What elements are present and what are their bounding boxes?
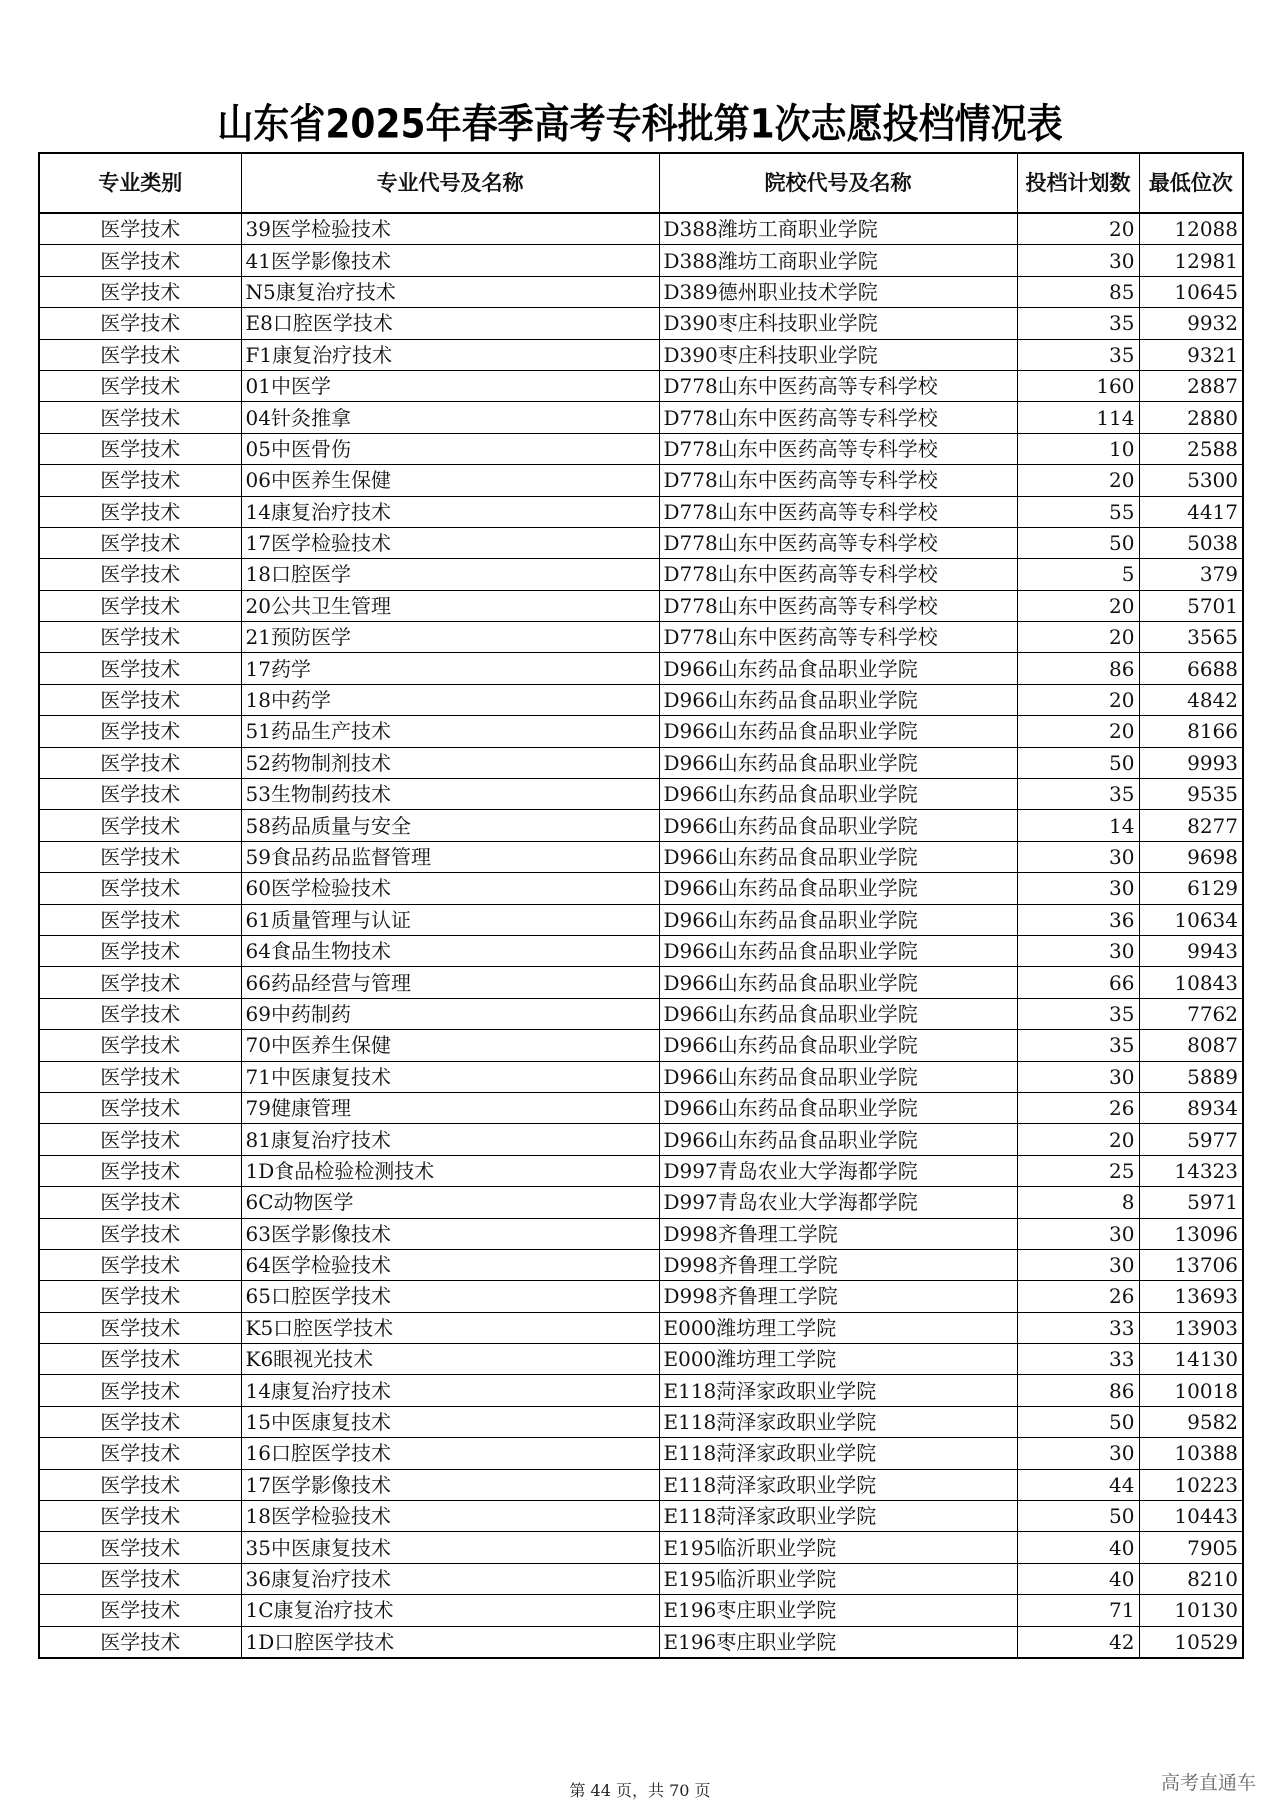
cell-min-rank: 10645 — [1139, 276, 1243, 307]
cell-major: 18医学检验技术 — [241, 1501, 659, 1532]
cell-school: E118菏泽家政职业学院 — [659, 1438, 1017, 1469]
cell-min-rank: 10443 — [1139, 1501, 1243, 1532]
cell-major: 36康复治疗技术 — [241, 1563, 659, 1594]
cell-major: 21预防医学 — [241, 622, 659, 653]
cell-major: 06中医养生保健 — [241, 465, 659, 496]
cell-plan: 30 — [1017, 873, 1139, 904]
cell-school: D388潍坊工商职业学院 — [659, 245, 1017, 276]
table-row — [39, 1124, 1243, 1155]
cell-category: 医学技术 — [39, 1438, 241, 1469]
cell-school: D778山东中医药高等专科学校 — [659, 559, 1017, 590]
cell-school: D389德州职业技术学院 — [659, 276, 1017, 307]
cell-min-rank: 12981 — [1139, 245, 1243, 276]
cell-plan: 26 — [1017, 1092, 1139, 1123]
cell-category: 医学技术 — [39, 779, 241, 810]
cell-category: 医学技术 — [39, 810, 241, 841]
cell-category: 医学技术 — [39, 276, 241, 307]
cell-school: D966山东药品食品职业学院 — [659, 747, 1017, 778]
cell-major: N5康复治疗技术 — [241, 276, 659, 307]
cell-category: 医学技术 — [39, 1061, 241, 1092]
cell-plan: 20 — [1017, 622, 1139, 653]
table-row — [39, 590, 1243, 621]
cell-min-rank: 9698 — [1139, 841, 1243, 872]
cell-school: D966山东药品食品职业学院 — [659, 810, 1017, 841]
cell-category: 医学技术 — [39, 1563, 241, 1594]
table-header-row — [39, 153, 1243, 213]
cell-major: 05中医骨伤 — [241, 433, 659, 464]
header-school: 院校代号及名称 — [659, 153, 1017, 213]
cell-school: D778山东中医药高等专科学校 — [659, 465, 1017, 496]
cell-plan: 14 — [1017, 810, 1139, 841]
cell-min-rank: 10388 — [1139, 1438, 1243, 1469]
cell-category: 医学技术 — [39, 590, 241, 621]
cell-min-rank: 13693 — [1139, 1281, 1243, 1312]
cell-category: 医学技术 — [39, 1092, 241, 1123]
cell-category: 医学技术 — [39, 1469, 241, 1500]
cell-school: D966山东药品食品职业学院 — [659, 873, 1017, 904]
table-row — [39, 1438, 1243, 1469]
cell-plan: 160 — [1017, 370, 1139, 401]
cell-min-rank: 9582 — [1139, 1406, 1243, 1437]
cell-major: E8口腔医学技术 — [241, 308, 659, 339]
cell-major: 17医学检验技术 — [241, 527, 659, 558]
page-title: 山东省2025年春季高考专科批第1次志愿投档情况表 — [217, 101, 1063, 148]
cell-school: E118菏泽家政职业学院 — [659, 1375, 1017, 1406]
cell-plan: 35 — [1017, 308, 1139, 339]
cell-min-rank: 10018 — [1139, 1375, 1243, 1406]
cell-school: D778山东中医药高等专科学校 — [659, 496, 1017, 527]
cell-category: 医学技术 — [39, 1187, 241, 1218]
cell-plan: 30 — [1017, 935, 1139, 966]
cell-category: 医学技术 — [39, 1501, 241, 1532]
cell-category: 医学技术 — [39, 1375, 241, 1406]
cell-category: 医学技术 — [39, 1030, 241, 1061]
table-row — [39, 1595, 1243, 1626]
cell-school: E118菏泽家政职业学院 — [659, 1501, 1017, 1532]
cell-major: 58药品质量与安全 — [241, 810, 659, 841]
table-row — [39, 1469, 1243, 1500]
cell-category: 医学技术 — [39, 527, 241, 558]
cell-plan: 33 — [1017, 1344, 1139, 1375]
cell-min-rank: 13706 — [1139, 1249, 1243, 1280]
table-row — [39, 276, 1243, 307]
table-row — [39, 1155, 1243, 1186]
cell-school: D966山东药品食品职业学院 — [659, 684, 1017, 715]
cell-plan: 20 — [1017, 684, 1139, 715]
cell-major: 17药学 — [241, 653, 659, 684]
cell-category: 医学技术 — [39, 339, 241, 370]
cell-school: D966山东药品食品职业学院 — [659, 1124, 1017, 1155]
cell-major: 18中药学 — [241, 684, 659, 715]
table-row — [39, 904, 1243, 935]
cell-category: 医学技术 — [39, 245, 241, 276]
table-row — [39, 402, 1243, 433]
cell-category: 医学技术 — [39, 308, 241, 339]
table-row — [39, 1312, 1243, 1343]
cell-category: 医学技术 — [39, 998, 241, 1029]
table-row — [39, 622, 1243, 653]
table-row — [39, 559, 1243, 590]
cell-major: 1D口腔医学技术 — [241, 1626, 659, 1658]
cell-major: 04针灸推拿 — [241, 402, 659, 433]
cell-plan: 40 — [1017, 1532, 1139, 1563]
cell-major: 14康复治疗技术 — [241, 496, 659, 527]
table-row — [39, 1249, 1243, 1280]
cell-plan: 30 — [1017, 841, 1139, 872]
cell-min-rank: 5701 — [1139, 590, 1243, 621]
cell-min-rank: 5038 — [1139, 527, 1243, 558]
cell-school: E196枣庄职业学院 — [659, 1626, 1017, 1658]
cell-plan: 86 — [1017, 653, 1139, 684]
cell-min-rank: 9932 — [1139, 308, 1243, 339]
cell-school: D778山东中医药高等专科学校 — [659, 622, 1017, 653]
cell-plan: 8 — [1017, 1187, 1139, 1218]
table-row — [39, 747, 1243, 778]
cell-plan: 85 — [1017, 276, 1139, 307]
cell-plan: 20 — [1017, 590, 1139, 621]
table-row — [39, 433, 1243, 464]
table-row — [39, 684, 1243, 715]
cell-plan: 20 — [1017, 465, 1139, 496]
cell-major: 71中医康复技术 — [241, 1061, 659, 1092]
cell-major: 66药品经营与管理 — [241, 967, 659, 998]
cell-major: 70中医养生保健 — [241, 1030, 659, 1061]
table-row — [39, 527, 1243, 558]
cell-min-rank: 4417 — [1139, 496, 1243, 527]
cell-major: 60医学检验技术 — [241, 873, 659, 904]
cell-min-rank: 10130 — [1139, 1595, 1243, 1626]
cell-school: E118菏泽家政职业学院 — [659, 1406, 1017, 1437]
table-row — [39, 716, 1243, 747]
cell-school: D390枣庄科技职业学院 — [659, 339, 1017, 370]
cell-plan: 35 — [1017, 779, 1139, 810]
cell-category: 医学技术 — [39, 402, 241, 433]
cell-min-rank: 10634 — [1139, 904, 1243, 935]
cell-min-rank: 13096 — [1139, 1218, 1243, 1249]
cell-school: D778山东中医药高等专科学校 — [659, 527, 1017, 558]
watermark: 高考直通车 — [1160, 1772, 1256, 1794]
cell-school: D388潍坊工商职业学院 — [659, 213, 1017, 245]
cell-min-rank: 9321 — [1139, 339, 1243, 370]
cell-category: 医学技术 — [39, 1626, 241, 1658]
cell-major: 63医学影像技术 — [241, 1218, 659, 1249]
cell-school: D966山东药品食品职业学院 — [659, 653, 1017, 684]
cell-plan: 33 — [1017, 1312, 1139, 1343]
cell-plan: 42 — [1017, 1626, 1139, 1658]
cell-major: F1康复治疗技术 — [241, 339, 659, 370]
cell-min-rank: 8934 — [1139, 1092, 1243, 1123]
table-row — [39, 1532, 1243, 1563]
cell-plan: 86 — [1017, 1375, 1139, 1406]
cell-category: 医学技术 — [39, 370, 241, 401]
cell-major: 20公共卫生管理 — [241, 590, 659, 621]
cell-school: D778山东中医药高等专科学校 — [659, 370, 1017, 401]
table-row — [39, 935, 1243, 966]
table-row — [39, 1406, 1243, 1437]
cell-plan: 44 — [1017, 1469, 1139, 1500]
cell-major: 69中药制药 — [241, 998, 659, 1029]
cell-major: K5口腔医学技术 — [241, 1312, 659, 1343]
cell-category: 医学技术 — [39, 935, 241, 966]
cell-category: 医学技术 — [39, 1344, 241, 1375]
table-row — [39, 1281, 1243, 1312]
cell-plan: 25 — [1017, 1155, 1139, 1186]
cell-school: D966山东药品食品职业学院 — [659, 716, 1017, 747]
cell-category: 医学技术 — [39, 1281, 241, 1312]
cell-plan: 5 — [1017, 559, 1139, 590]
cell-min-rank: 10529 — [1139, 1626, 1243, 1658]
cell-min-rank: 2588 — [1139, 433, 1243, 464]
cell-min-rank: 8087 — [1139, 1030, 1243, 1061]
cell-category: 医学技术 — [39, 1406, 241, 1437]
cell-min-rank: 9535 — [1139, 779, 1243, 810]
cell-min-rank: 9993 — [1139, 747, 1243, 778]
cell-min-rank: 4842 — [1139, 684, 1243, 715]
cell-plan: 66 — [1017, 967, 1139, 998]
cell-plan: 20 — [1017, 716, 1139, 747]
table-row — [39, 213, 1243, 245]
cell-school: D390枣庄科技职业学院 — [659, 308, 1017, 339]
cell-category: 医学技术 — [39, 1532, 241, 1563]
cell-school: D966山东药品食品职业学院 — [659, 1092, 1017, 1123]
cell-school: D778山东中医药高等专科学校 — [659, 590, 1017, 621]
cell-plan: 50 — [1017, 747, 1139, 778]
cell-plan: 36 — [1017, 904, 1139, 935]
cell-plan: 55 — [1017, 496, 1139, 527]
cell-school: D778山东中医药高等专科学校 — [659, 402, 1017, 433]
cell-category: 医学技术 — [39, 1124, 241, 1155]
cell-category: 医学技术 — [39, 1312, 241, 1343]
table-row — [39, 308, 1243, 339]
cell-plan: 40 — [1017, 1563, 1139, 1594]
cell-min-rank: 8277 — [1139, 810, 1243, 841]
cell-category: 医学技术 — [39, 716, 241, 747]
cell-major: 18口腔医学 — [241, 559, 659, 590]
header-min-rank: 最低位次 — [1139, 153, 1243, 213]
cell-category: 医学技术 — [39, 841, 241, 872]
table-row — [39, 1092, 1243, 1123]
cell-category: 医学技术 — [39, 1595, 241, 1626]
table-row — [39, 496, 1243, 527]
table-row — [39, 1563, 1243, 1594]
table-row — [39, 873, 1243, 904]
cell-major: 17医学影像技术 — [241, 1469, 659, 1500]
cell-school: D997青岛农业大学海都学院 — [659, 1155, 1017, 1186]
cell-min-rank: 12088 — [1139, 213, 1243, 245]
cell-school: D998齐鲁理工学院 — [659, 1218, 1017, 1249]
cell-major: 35中医康复技术 — [241, 1532, 659, 1563]
cell-plan: 10 — [1017, 433, 1139, 464]
cell-school: D778山东中医药高等专科学校 — [659, 433, 1017, 464]
table-row — [39, 370, 1243, 401]
cell-min-rank: 9943 — [1139, 935, 1243, 966]
admission-table — [38, 152, 1244, 1659]
table-body — [39, 213, 1243, 1658]
table-row — [39, 841, 1243, 872]
cell-min-rank: 5300 — [1139, 465, 1243, 496]
cell-min-rank: 8210 — [1139, 1563, 1243, 1594]
cell-category: 医学技术 — [39, 1155, 241, 1186]
cell-plan: 50 — [1017, 1406, 1139, 1437]
cell-min-rank: 2887 — [1139, 370, 1243, 401]
cell-min-rank: 7762 — [1139, 998, 1243, 1029]
cell-school: D966山东药品食品职业学院 — [659, 904, 1017, 935]
cell-school: D998齐鲁理工学院 — [659, 1281, 1017, 1312]
cell-min-rank: 14130 — [1139, 1344, 1243, 1375]
cell-plan: 50 — [1017, 527, 1139, 558]
cell-plan: 35 — [1017, 339, 1139, 370]
cell-plan: 35 — [1017, 998, 1139, 1029]
table-row — [39, 1626, 1243, 1658]
cell-major: 65口腔医学技术 — [241, 1281, 659, 1312]
cell-school: D966山东药品食品职业学院 — [659, 935, 1017, 966]
cell-plan: 30 — [1017, 1061, 1139, 1092]
table-row — [39, 998, 1243, 1029]
table-row — [39, 1187, 1243, 1218]
cell-major: 52药物制剂技术 — [241, 747, 659, 778]
cell-min-rank: 3565 — [1139, 622, 1243, 653]
table-row — [39, 779, 1243, 810]
table-row — [39, 653, 1243, 684]
cell-category: 医学技术 — [39, 873, 241, 904]
cell-major: 51药品生产技术 — [241, 716, 659, 747]
cell-major: 39医学检验技术 — [241, 213, 659, 245]
cell-min-rank: 379 — [1139, 559, 1243, 590]
cell-major: K6眼视光技术 — [241, 1344, 659, 1375]
cell-school: D966山东药品食品职业学院 — [659, 1061, 1017, 1092]
cell-school: D966山东药品食品职业学院 — [659, 1030, 1017, 1061]
cell-school: D997青岛农业大学海都学院 — [659, 1187, 1017, 1218]
cell-plan: 71 — [1017, 1595, 1139, 1626]
cell-school: E195临沂职业学院 — [659, 1532, 1017, 1563]
cell-major: 41医学影像技术 — [241, 245, 659, 276]
cell-category: 医学技术 — [39, 1249, 241, 1280]
table-row — [39, 1501, 1243, 1532]
table-row — [39, 245, 1243, 276]
table-row — [39, 967, 1243, 998]
cell-min-rank: 8166 — [1139, 716, 1243, 747]
cell-category: 医学技术 — [39, 904, 241, 935]
cell-plan: 50 — [1017, 1501, 1139, 1532]
cell-school: D966山东药品食品职业学院 — [659, 841, 1017, 872]
cell-school: E000潍坊理工学院 — [659, 1344, 1017, 1375]
cell-category: 医学技术 — [39, 213, 241, 245]
cell-plan: 35 — [1017, 1030, 1139, 1061]
cell-min-rank: 6129 — [1139, 873, 1243, 904]
cell-school: E000潍坊理工学院 — [659, 1312, 1017, 1343]
table-row — [39, 810, 1243, 841]
cell-plan: 114 — [1017, 402, 1139, 433]
cell-major: 15中医康复技术 — [241, 1406, 659, 1437]
cell-major: 1C康复治疗技术 — [241, 1595, 659, 1626]
cell-min-rank: 10843 — [1139, 967, 1243, 998]
cell-plan: 26 — [1017, 1281, 1139, 1312]
table-row — [39, 1030, 1243, 1061]
cell-major: 1D食品检验检测技术 — [241, 1155, 659, 1186]
table-row — [39, 1344, 1243, 1375]
cell-major: 81康复治疗技术 — [241, 1124, 659, 1155]
cell-category: 医学技术 — [39, 684, 241, 715]
cell-category: 医学技术 — [39, 967, 241, 998]
cell-plan: 30 — [1017, 1438, 1139, 1469]
cell-major: 61质量管理与认证 — [241, 904, 659, 935]
cell-category: 医学技术 — [39, 559, 241, 590]
cell-major: 53生物制药技术 — [241, 779, 659, 810]
cell-major: 14康复治疗技术 — [241, 1375, 659, 1406]
header-category: 专业类别 — [39, 153, 241, 213]
cell-plan: 30 — [1017, 1218, 1139, 1249]
cell-major: 59食品药品监督管理 — [241, 841, 659, 872]
cell-school: D966山东药品食品职业学院 — [659, 998, 1017, 1029]
cell-plan: 20 — [1017, 213, 1139, 245]
page-number: 第 44 页，共 70 页 — [569, 1781, 711, 1800]
cell-min-rank: 5977 — [1139, 1124, 1243, 1155]
table-row — [39, 1218, 1243, 1249]
cell-plan: 20 — [1017, 1124, 1139, 1155]
cell-plan: 30 — [1017, 245, 1139, 276]
cell-major: 6C动物医学 — [241, 1187, 659, 1218]
table-row — [39, 339, 1243, 370]
cell-major: 16口腔医学技术 — [241, 1438, 659, 1469]
cell-category: 医学技术 — [39, 1218, 241, 1249]
table-row — [39, 1375, 1243, 1406]
cell-major: 79健康管理 — [241, 1092, 659, 1123]
cell-major: 64食品生物技术 — [241, 935, 659, 966]
cell-min-rank: 14323 — [1139, 1155, 1243, 1186]
cell-school: D966山东药品食品职业学院 — [659, 967, 1017, 998]
table-row — [39, 465, 1243, 496]
cell-min-rank: 5971 — [1139, 1187, 1243, 1218]
cell-school: E196枣庄职业学院 — [659, 1595, 1017, 1626]
cell-min-rank: 13903 — [1139, 1312, 1243, 1343]
cell-min-rank: 7905 — [1139, 1532, 1243, 1563]
cell-major: 01中医学 — [241, 370, 659, 401]
cell-min-rank: 5889 — [1139, 1061, 1243, 1092]
header-plan: 投档计划数 — [1017, 153, 1139, 213]
header-major: 专业代号及名称 — [241, 153, 659, 213]
cell-school: D998齐鲁理工学院 — [659, 1249, 1017, 1280]
cell-min-rank: 2880 — [1139, 402, 1243, 433]
cell-min-rank: 10223 — [1139, 1469, 1243, 1500]
cell-school: D966山东药品食品职业学院 — [659, 779, 1017, 810]
table-row — [39, 1061, 1243, 1092]
cell-category: 医学技术 — [39, 433, 241, 464]
cell-category: 医学技术 — [39, 653, 241, 684]
cell-plan: 30 — [1017, 1249, 1139, 1280]
cell-major: 64医学检验技术 — [241, 1249, 659, 1280]
cell-school: E195临沂职业学院 — [659, 1563, 1017, 1594]
cell-category: 医学技术 — [39, 496, 241, 527]
cell-min-rank: 6688 — [1139, 653, 1243, 684]
cell-category: 医学技术 — [39, 465, 241, 496]
cell-category: 医学技术 — [39, 622, 241, 653]
cell-category: 医学技术 — [39, 747, 241, 778]
cell-school: E118菏泽家政职业学院 — [659, 1469, 1017, 1500]
